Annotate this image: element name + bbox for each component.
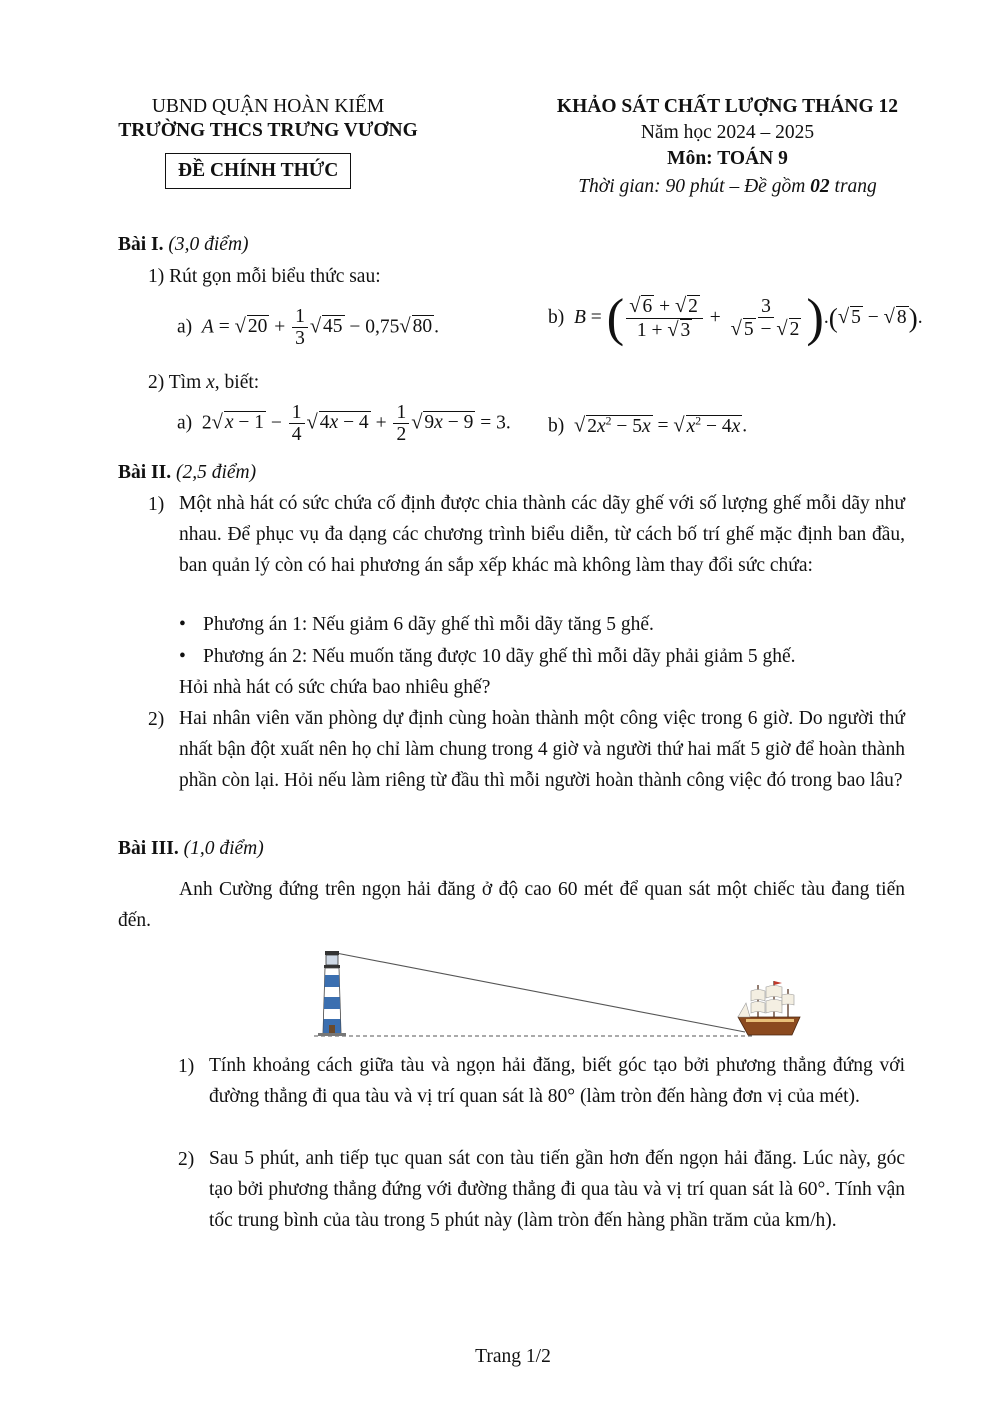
expr-2a: a) 2√ x − 1 − $\frac{1}{4}$ √ 4x − 4 + $\frac{1}{2}$ √ 9x − 9 = 3.	[177, 402, 511, 446]
time-line: Thời gian: 90 phút – Đề gồm 02 trang	[578, 176, 877, 197]
header-right	[535, 96, 920, 198]
lighthouse-ship-illustration	[300, 945, 810, 1045]
page-number: Trang 1/2	[475, 1346, 551, 1367]
q3-1-number: 1)	[178, 1056, 195, 1077]
subject-line: Môn: TOÁN 9	[667, 148, 788, 169]
lighthouse-icon	[318, 951, 346, 1036]
option-2: • Phương án 2: Nếu muốn tăng được 10 dãy ghế thì mỗi dãy phải giảm 5 ghế.	[203, 646, 796, 668]
school-year: Năm học 2024 – 2025	[640, 122, 815, 143]
q2-2-text: Hai nhân viên văn phòng dự định cùng hoàn thành một công việc trong 6 giờ. Do người thứ nhất bận đột xuất nên họ chỉ làm chung trong 4 giờ và người thứ hai mất 5 giờ để hoàn thành phần còn lại. Hỏi nếu làm riêng từ đầu thì mỗi người hoàn thành công việc đó trong bao lâu?	[179, 708, 905, 791]
q3-2-text: Sau 5 phút, anh tiếp tục quan sát con tàu tiến gần hơn đến ngọn hải đăng. Lúc này, góc tạo bởi phương thẳng đứng với đường thẳng đi qua tàu và vị trí quan sát là 60°. Tính vận tốc trung bình của tàu trong 5 phút này (làm tròn đến hàng phần trăm của km/h).	[209, 1148, 905, 1231]
q3-2-number: 2)	[178, 1149, 195, 1170]
q2-2-number: 2)	[148, 709, 165, 730]
sight-line	[336, 953, 745, 1032]
section-2-title: Bài II. (2,5 điểm)	[118, 462, 257, 483]
subject: TOÁN 9	[717, 148, 788, 169]
official-badge: ĐỀ CHÍNH THỨC	[165, 153, 351, 189]
q3-1-text: Tính khoảng cách giữa tàu và ngọn hải đăng, biết góc tạo bởi phương thẳng đứng với đường thẳng đi qua tàu và vị trí quan sát là 80° (làm tròn đến hàng đơn vị của mét).	[209, 1055, 905, 1107]
school-name: TRƯỜNG THCS TRƯNG VƯƠNG	[118, 120, 418, 141]
section-3-intro: Anh Cường đứng trên ngọn hải đăng ở độ cao 60 mét để quan sát một chiếc tàu đang tiến đến.	[118, 879, 905, 931]
ship-icon	[738, 981, 800, 1035]
expr-1b: b) B = ( $\frac{√ 6 + √ 2}{1 + √ 3}$ + $\frac{3}{√ 5 - √ 2}$ ).(√ 5 − √ 8).	[548, 289, 923, 347]
section-1-title: Bài I. (3,0 điểm)	[118, 234, 249, 255]
q2-1-question: Hỏi nhà hát có sức chứa bao nhiêu ghế?	[179, 677, 491, 698]
header-left	[118, 96, 418, 142]
section-1-q1: 1) Rút gọn mỗi biểu thức sau:	[148, 266, 381, 287]
section-3-title: Bài III. (1,0 điểm)	[118, 838, 264, 859]
expr-2b: b) √ $2x^2 - 5x$ = √ $x^2 - 4x$ .	[548, 414, 748, 437]
q2-1-number: 1)	[148, 494, 165, 515]
q2-1-text: Một nhà hát có sức chứa cố định được chia thành các dãy ghế với số lượng ghế mỗi dãy như nhau. Để phục vụ đa dạng các chương trình biểu diễn, từ cách bố trí ghế mặc định ban đầu, ban quản lý còn có hai phương án sắp xếp khác mà không làm thay đổi sức chứa:	[179, 493, 905, 576]
district-name: UBND QUẬN HOÀN KIẾM	[151, 96, 385, 117]
option-1: • Phương án 1: Nếu giảm 6 dãy ghế thì mỗi dãy tăng 5 ghế.	[203, 614, 654, 636]
exam-title: KHẢO SÁT CHẤT LƯỢNG THÁNG 12	[556, 96, 899, 117]
section-1-q2: 2) Tìm x, biết:	[148, 372, 260, 393]
expr-1a: a) A = √ 20 + $\frac{1}{3}$ √ 45 − 0,75√ 80 .	[177, 306, 440, 350]
